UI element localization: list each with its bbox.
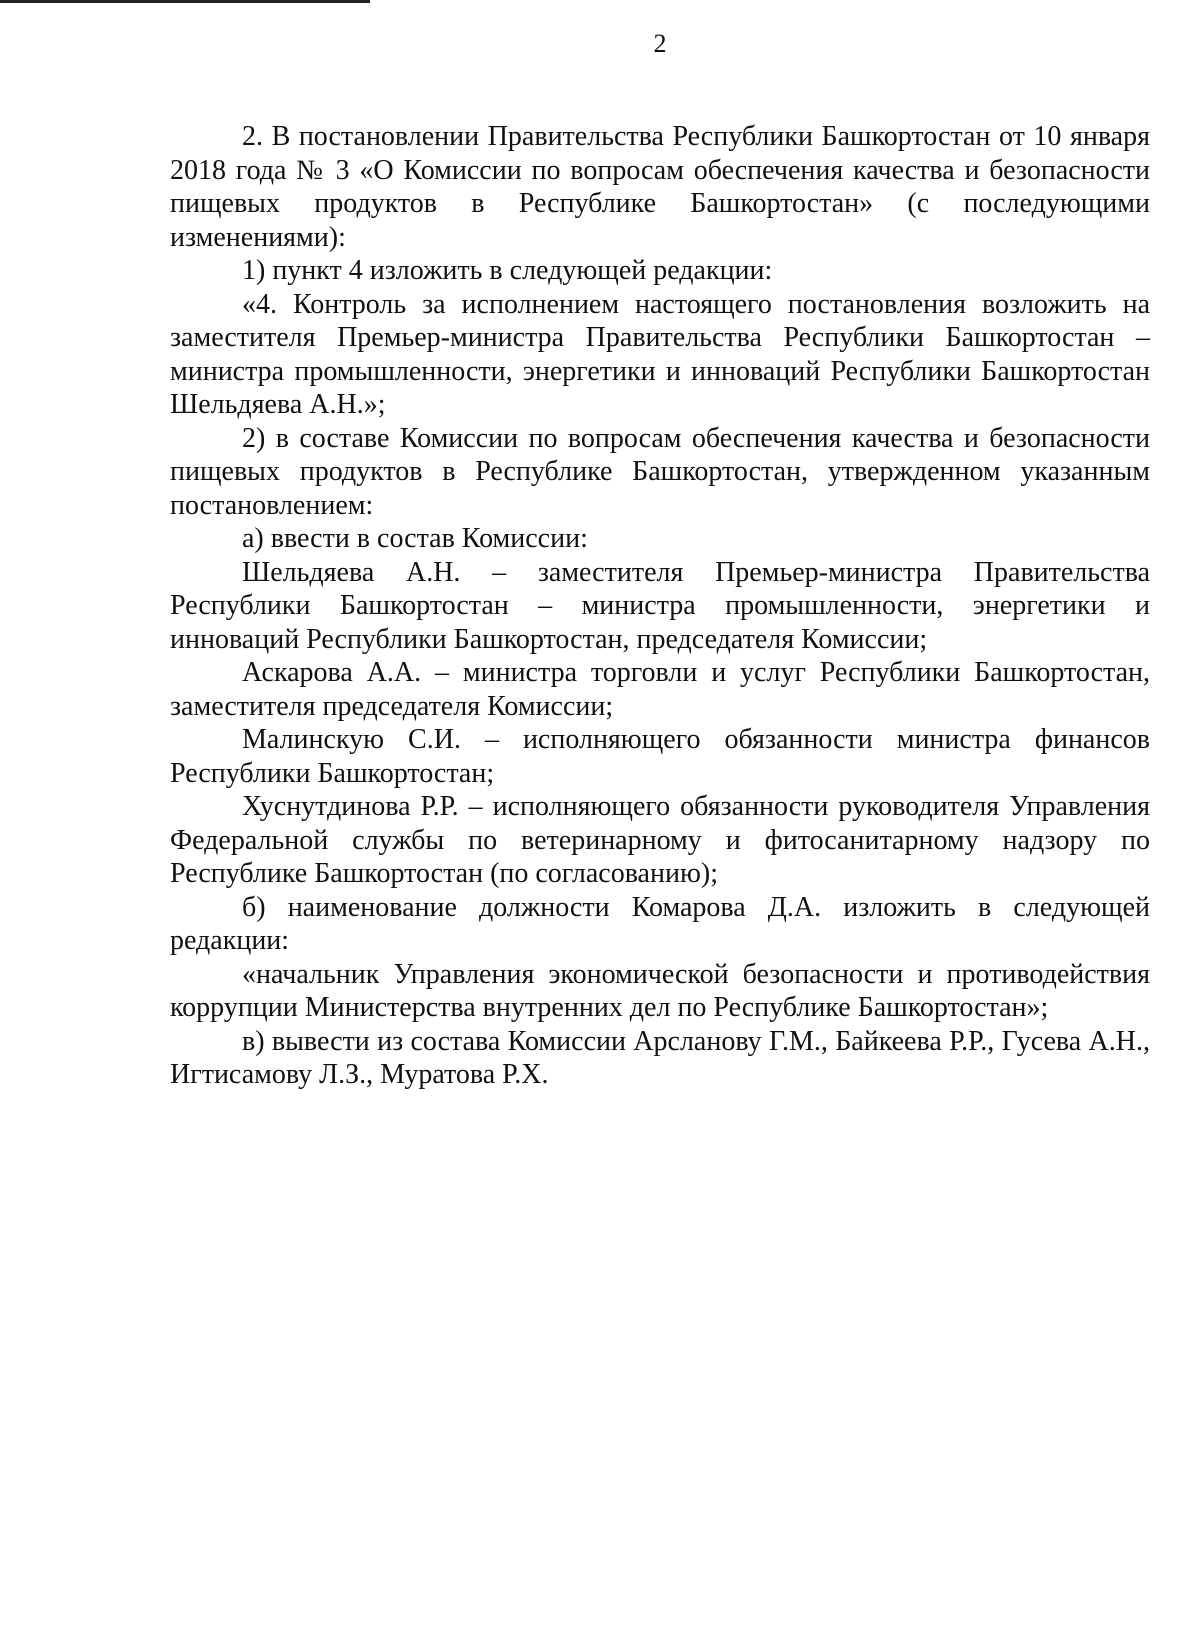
document-page <box>170 30 1150 1092</box>
page-number: 2 <box>653 29 667 58</box>
scan-edge-line <box>0 0 370 3</box>
paragraph-item-1: 1) пункт 4 изложить в следующей редакции: <box>242 255 773 286</box>
paragraph-subitem-v: в) вывести из состава Комиссии Арсланову Г.М., Байкеева Р.Р., Гусева А.Н., Игтисамову Л.З., Муратова Р.Х. <box>170 1025 1150 1090</box>
paragraph-subitem-b: б) наименование должности Комарова Д.А. изложить в следующей редакции: <box>170 891 1150 956</box>
paragraph-member-sheldyaev: Шельдяева А.Н. – заместителя Премьер-министра Правительства Республики Башкортостан – министра промышленности, энергетики и инноваций Республики Башкортостан, председателя Комиссии; <box>170 556 1150 655</box>
paragraph-member-khusnutdinov: Хуснутдинова Р.Р. – исполняющего обязанности руководителя Управления Федеральной службы по ветеринарному и фитосанитарному надзору по Республике Башкортостан (по согласованию); <box>170 791 1150 889</box>
paragraph-member-askarov: Аскарова А.А. – министра торговли и услуг Республики Башкортостан, заместителя председателя Комиссии; <box>170 657 1150 722</box>
paragraph-amendment-intro: 2. В постановлении Правительства Республики Башкортостан от 10 января 2018 года № 3 «О Комиссии по вопросам обеспечения качества и безопасности пищевых продуктов в Республике Башкортостан» (с последующими изменениями): <box>170 121 1150 253</box>
paragraph-item-4-text: «4. Контроль за исполнением настоящего постановления возложить на заместителя Премьер-министра Правительства Республики Башкортостан – министра промышленности, энергетики и инноваций Республики Башкортостан Шельдяева А.Н.»; <box>170 288 1150 420</box>
paragraph-member-malinskaya: Малинскую С.И. – исполняющего обязанности министра финансов Республики Башкортостан; <box>170 724 1150 789</box>
paragraph-komarov-position: «начальник Управления экономической безопасности и противодействия коррупции Министерства внутренних дел по Республике Башкортостан»; <box>170 958 1150 1023</box>
paragraph-item-2: 2) в составе Комиссии по вопросам обеспечения качества и безопасности пищевых продуктов в Республике Башкортостан, утвержденном указанным постановлением: <box>170 422 1150 521</box>
paragraph-subitem-a: а) ввести в состав Комиссии: <box>242 523 588 554</box>
